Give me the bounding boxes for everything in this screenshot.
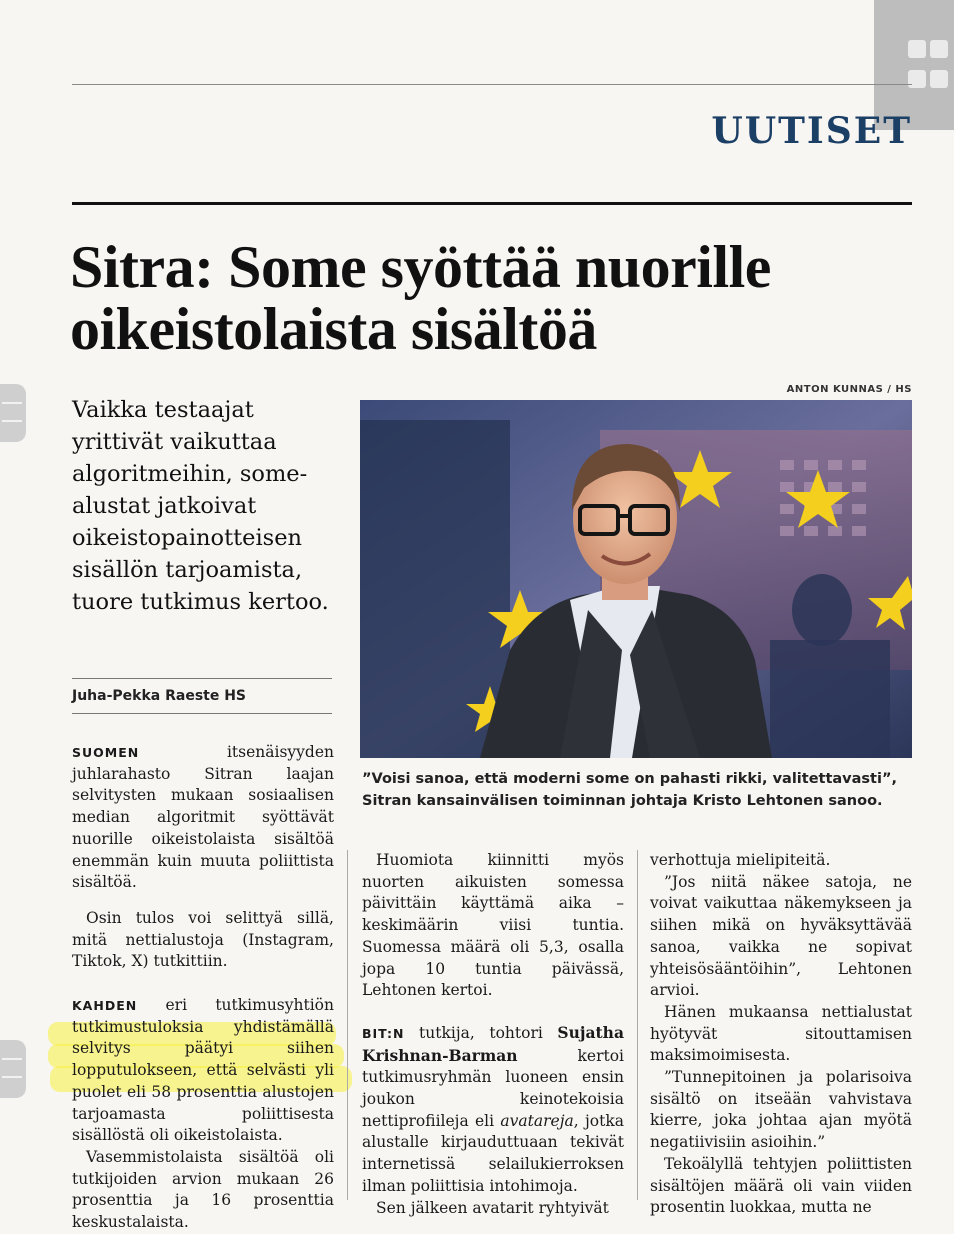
- grid-icon-cell: [930, 40, 948, 58]
- byline-rule: [72, 678, 332, 679]
- paragraph-text: kertoi tutkimusryhmän luoneen ensin joukon keinotekoisia nettiprofiileja eli: [362, 1046, 624, 1130]
- paragraph: Vasemmistolaista sisältöä oli tutkijoiden arvion mukaan 26 prosenttia ja 16 prosenttia keskustalaista.: [72, 1147, 334, 1232]
- column-rule: [637, 850, 638, 1200]
- grid-icon: [908, 40, 926, 58]
- section-label: UUTISET: [711, 110, 912, 152]
- article-column-3: [650, 850, 912, 1219]
- paragraph: Hänen mukaansa nettialustat hyötyvät sitouttamisen maksimoimisesta.: [650, 1002, 912, 1065]
- lead-word: BIT:N: [362, 1025, 405, 1041]
- headline: Sitra: Some syöttää nuorille oikeistolaista sisältöä: [70, 234, 771, 362]
- paragraph-text: eri tutkimusyhtiön tutkimustuloksia yhdistämällä selvitys päätyi siihen lopputulokseen, että selvästi yli puolet eli 58 prosenttia alustojen tarjoamasta poliittisesta sisällöstä oli oikeistolaista.: [72, 996, 334, 1145]
- top-rule: [72, 84, 912, 85]
- person-name: Sujatha Krishnan-Barman: [362, 1022, 624, 1065]
- paragraph: ”Tunnepitoinen ja polarisoiva sisältö on itseään vahvistava kierre, joka johtaa ajan myötä negatiivisiin asioihin.”: [650, 1068, 912, 1152]
- paragraph: Osin tulos voi selittyä sillä, mitä nettialustoja (Instagram, Tiktok, X) tutkittiin.: [72, 908, 334, 971]
- byline: Juha-Pekka Raeste HS: [72, 688, 247, 704]
- article-column-2: [362, 850, 624, 1219]
- paragraph: [362, 1022, 624, 1198]
- paragraph-text: tutkija, tohtori: [404, 1023, 558, 1042]
- column-rule: [347, 850, 348, 1200]
- paragraph: Huomiota kiinnitti myös nuorten aikuisten somessa päivittäin käyttämä aika – keskimäärin viisi tuntia. Suomessa määrä oli 5,3, osalla jopa 10 tuntia päivässä, Lehtonen kertoi.: [362, 851, 624, 1000]
- paragraph-text: , jotka alustalle kirjauduttuaan tekivät internetissä selailukierroksen ilman poliittisia intohimoja.: [362, 1111, 624, 1195]
- photo-caption: ”Voisi sanoa, että moderni some on pahasti rikki, valitettavasti”, Sitran kansainvälisen toiminnan johtaja Kristo Lehtonen sanoo.: [362, 771, 897, 809]
- paragraph: Sen jälkeen avatarit ryhtyivät: [376, 1198, 609, 1217]
- emphasis: avatareja: [500, 1111, 574, 1130]
- lead-word: KAHDEN: [72, 998, 138, 1014]
- grid-icon-cell: [908, 70, 926, 88]
- paragraph: [72, 995, 334, 1147]
- paragraph: [72, 742, 334, 894]
- paragraph-text: itsenäisyyden juhlarahasto Sitran laajan selvitysten mukaan sosiaalisen median algoritmit syöttävät nuorille oikeistolaista sisältöä enemmän kuin muuta poliittista sisältöä.: [72, 743, 334, 892]
- article-photo[interactable]: [360, 400, 912, 758]
- lead-paragraph: Vaikka testaajat yrittivät vaikuttaa algoritmeihin, some-alustat jatkoivat oikeistopainotteisen sisällön tarjoamista, tuore tutkimus kertoo.: [72, 397, 329, 615]
- paragraph: verhottuja mielipiteitä.: [650, 851, 831, 869]
- article-column-1: [72, 742, 334, 1234]
- photo-credit: ANTON KUNNAS / HS: [786, 384, 912, 395]
- left-page-tab-top[interactable]: [0, 384, 26, 442]
- byline-rule: [72, 713, 332, 714]
- headline-rule: [72, 202, 912, 205]
- grid-icon-cell: [930, 70, 948, 88]
- paragraph: ”Jos niitä näkee satoja, ne voivat vaikuttaa näkemykseen ja siihen mikä on hyväksyttävää sanoa, vaikka ne sopivat yhteisösääntöihin”, Lehtonen arvioi.: [650, 872, 912, 1000]
- lead-word: SUOMEN: [72, 745, 140, 760]
- left-page-tab-bottom[interactable]: [0, 1040, 26, 1098]
- paragraph: Tekoälyllä tehtyjen poliittisten sisältöjen määrä oli vain viiden prosentin luokkaa, mutta ne: [650, 1154, 912, 1217]
